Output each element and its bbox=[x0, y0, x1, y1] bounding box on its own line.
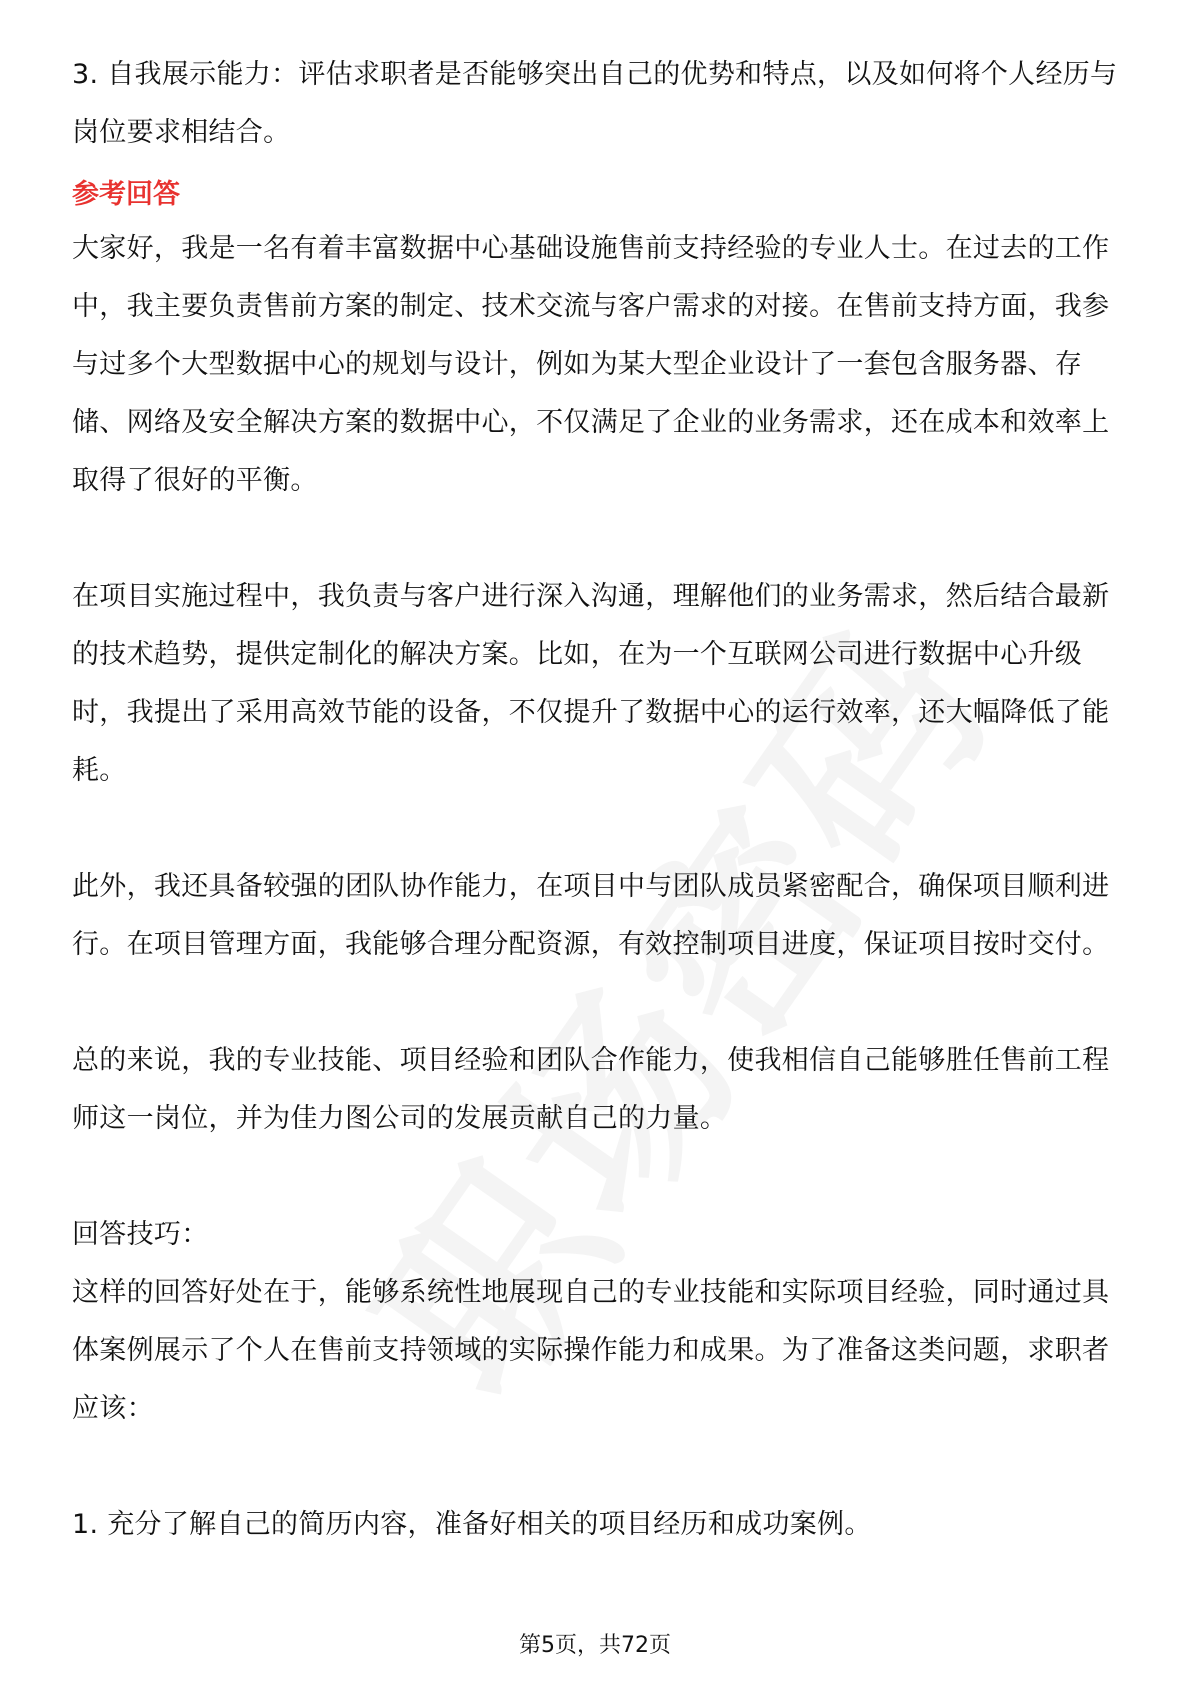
reference-answer-heading: 参考回答 bbox=[72, 179, 180, 210]
tips-item-1: 1. 充分了解自己的简历内容，准备好相关的项目经历和成功案例。 bbox=[72, 1509, 872, 1540]
tips-heading: 回答技巧： bbox=[72, 1219, 209, 1250]
page-number-footer: 第5页，共72页 bbox=[519, 1633, 671, 1658]
answer-paragraph-1: 大家好，我是一名有着丰富数据中心基础设施售前支持经验的专业人士。在过去的工作中，我主要负责售前方案的制定、技术交流与客户需求的对接。在售前支持方面，我参与过多个大型数据中心的规划与设计，例如为某大型企业设计了一套包含服务器、存储、网络及安全解决方案的数据中心，不仅满足了企业的业务需求，还在成本和效率上取得了很好的平衡。 bbox=[72, 233, 1110, 496]
tips-paragraph: 这样的回答好处在于，能够系统性地展现自己的专业技能和实际项目经验，同时通过具体案例展示了个人在售前支持领域的实际操作能力和成果。为了准备这类问题，求职者应该： bbox=[72, 1277, 1110, 1424]
question-item-3: 3. 自我展示能力：评估求职者是否能够突出自己的优势和特点，以及如何将个人经历与岗位要求相结合。 bbox=[72, 59, 1118, 148]
answer-paragraph-3: 此外，我还具备较强的团队协作能力，在项目中与团队成员紧密配合，确保项目顺利进行。在项目管理方面，我能够合理分配资源，有效控制项目进度，保证项目按时交付。 bbox=[72, 871, 1110, 960]
document-body bbox=[72, 46, 1118, 1554]
answer-paragraph-2: 在项目实施过程中，我负责与客户进行深入沟通，理解他们的业务需求，然后结合最新的技术趋势，提供定制化的解决方案。比如，在为一个互联网公司进行数据中心升级时，我提出了采用高效节能的设备，不仅提升了数据中心的运行效率，还大幅降低了能耗。 bbox=[72, 581, 1110, 786]
answer-paragraph-4: 总的来说，我的专业技能、项目经验和团队合作能力，使我相信自己能够胜任售前工程师这一岗位，并为佳力图公司的发展贡献自己的力量。 bbox=[72, 1045, 1110, 1134]
